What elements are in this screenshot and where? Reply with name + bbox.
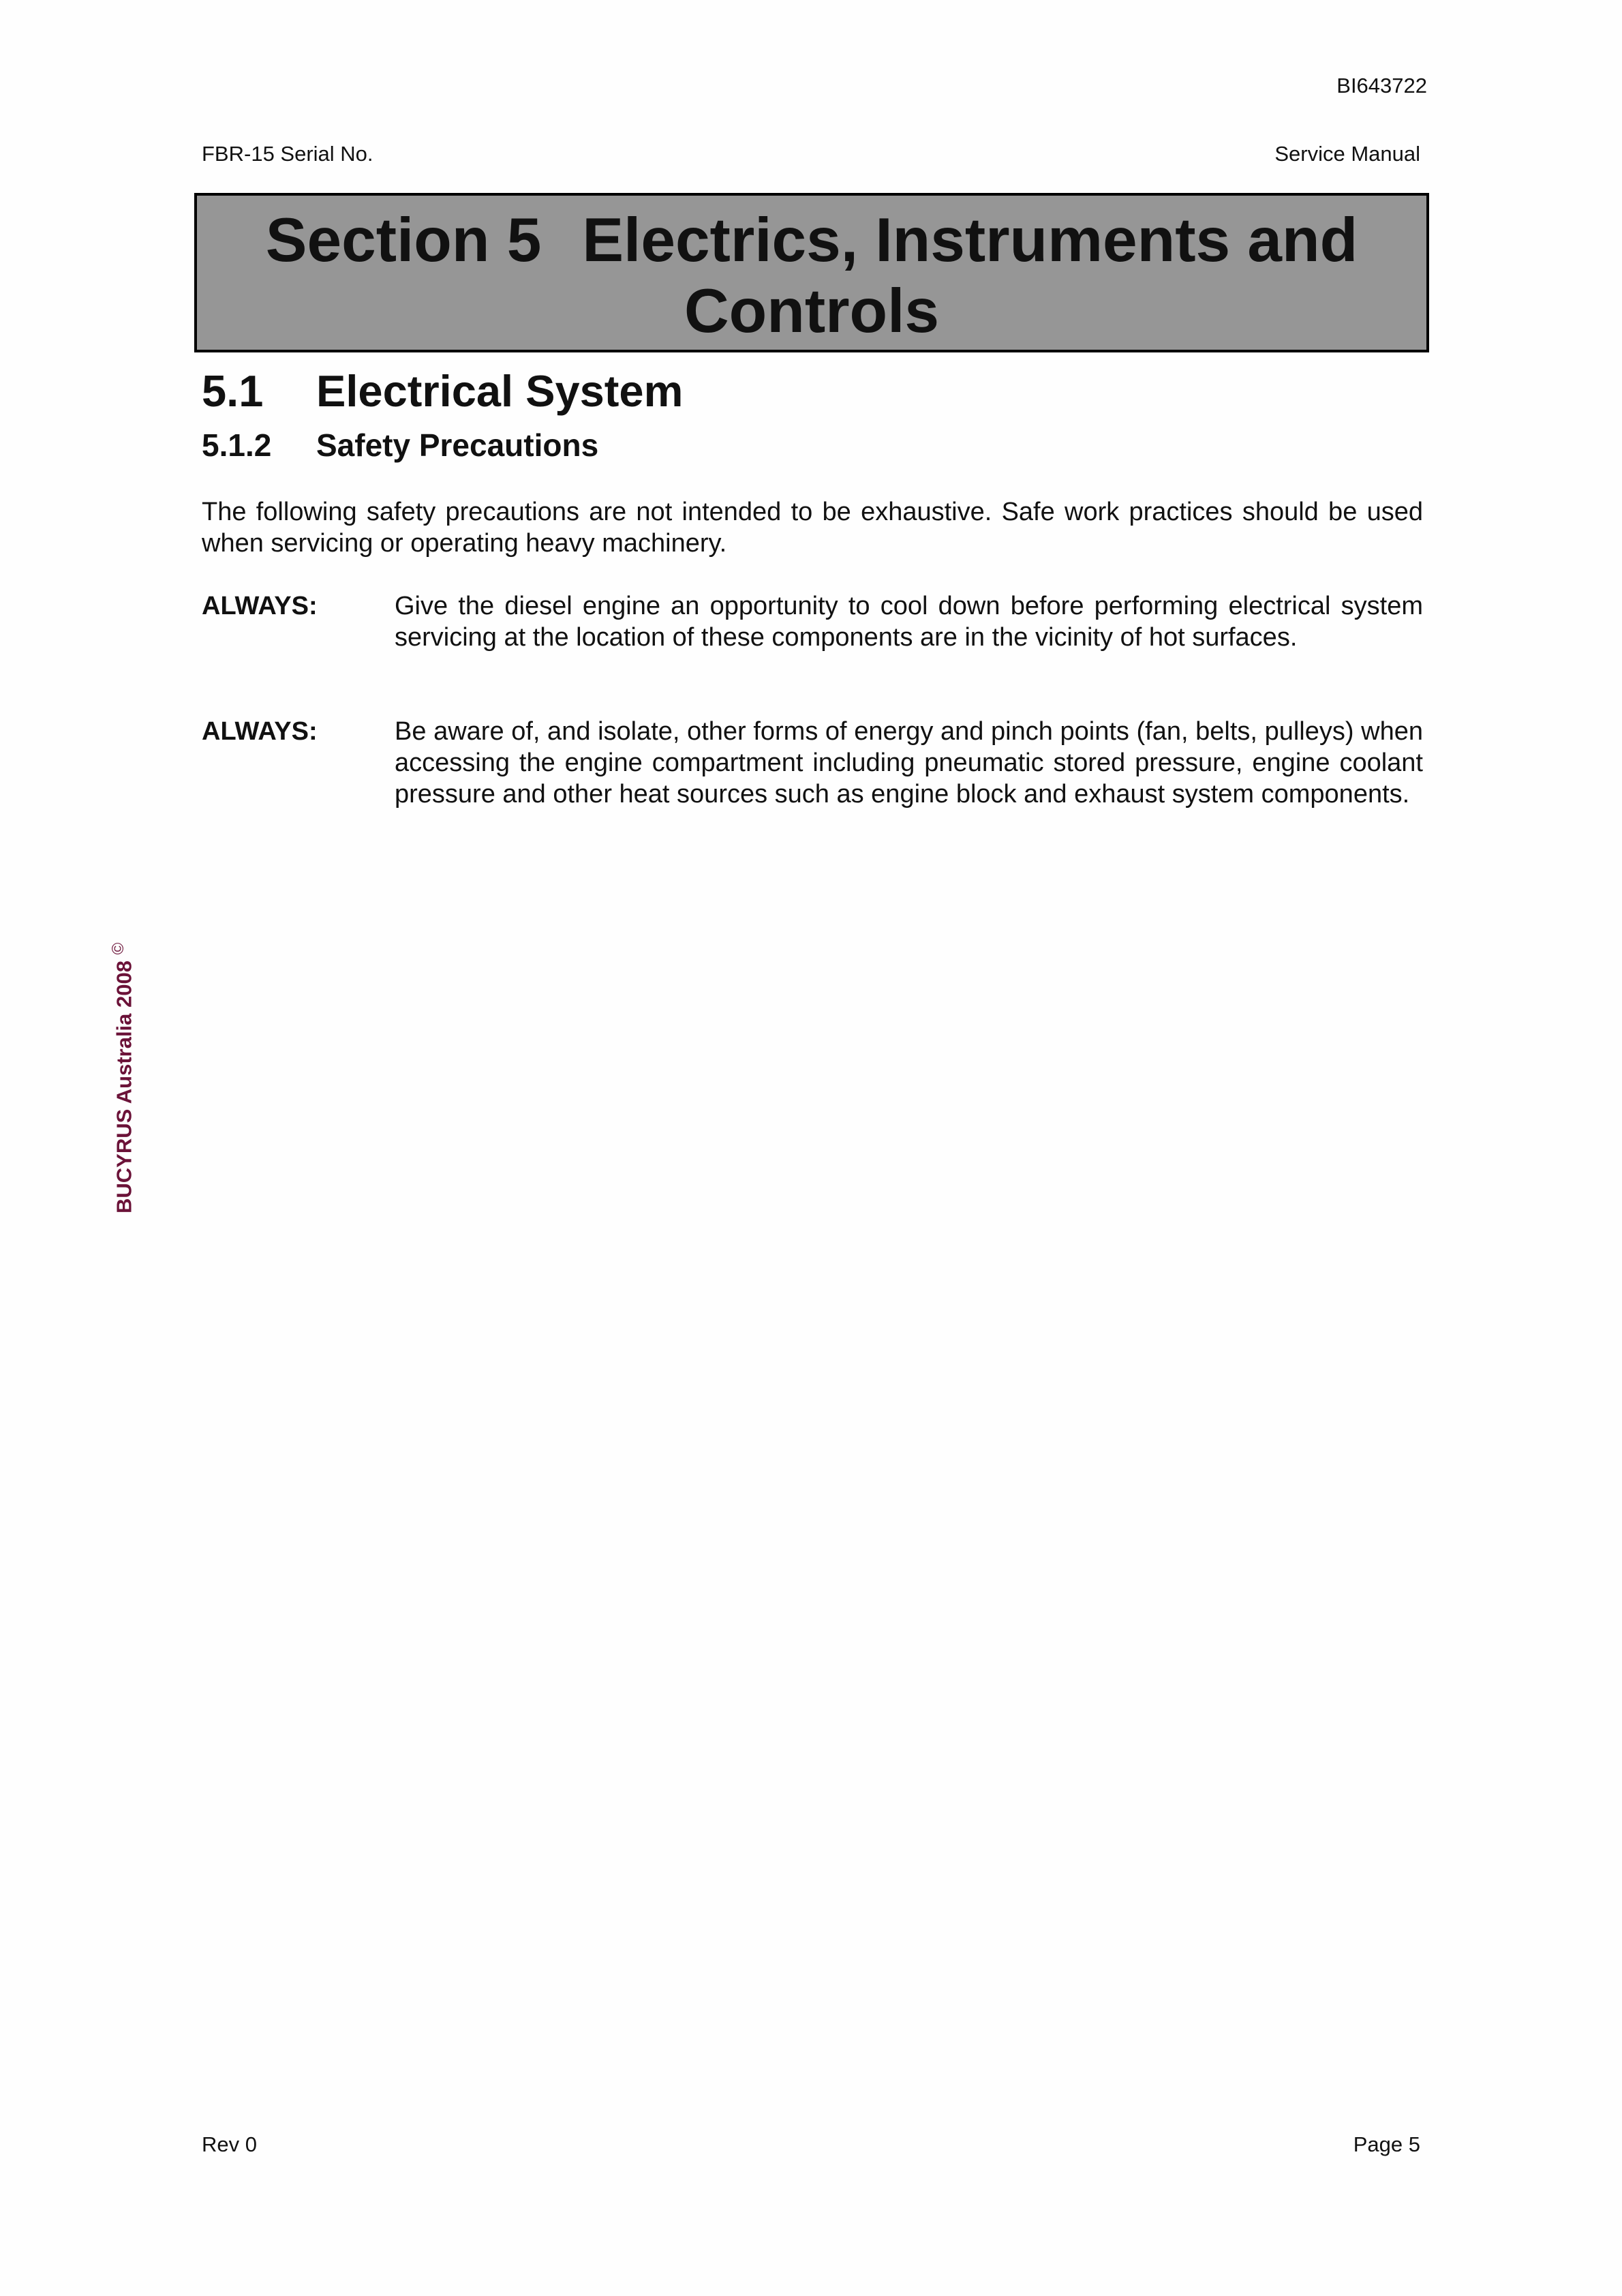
section-title-2: Controls [684, 277, 940, 346]
precaution-label: ALWAYS: [202, 717, 318, 746]
section-title-1: Electrics, Instruments and [582, 206, 1358, 275]
precaution-text: Give the diesel engine an opportunity to cool down before performing electrical system servicing at the location of these components are in the vicinity of hot surfaces. [395, 592, 1423, 652]
heading-1-number: 5.1 [202, 366, 264, 416]
heading-level-1 [202, 365, 683, 417]
header-model: FBR-15 Serial No. [202, 142, 373, 166]
copyright-text: BUCYRUS Australia 2008 [112, 961, 136, 1213]
heading-level-2 [202, 427, 598, 464]
banner-line-1 [197, 205, 1426, 276]
copyright-notice [109, 943, 136, 1213]
intro-paragraph: The following safety precautions are not intended to be exhaustive. Safe work practices should be used when servicing or operating heavy machinery. [202, 498, 1423, 558]
heading-2-title: Safety Precautions [316, 427, 599, 463]
document-id: BI643722 [1336, 74, 1427, 97]
footer-revision: Rev 0 [202, 2132, 257, 2156]
precaution-text: Be aware of, and isolate, other forms of energy and pinch points (fan, belts, pulleys) when accessing the engine compartment including pneumatic stored pressure, engine coolant pressure and other heat sources such as engine block and exhaust system components. [395, 717, 1423, 809]
precaution-item [202, 716, 1423, 810]
section-number: Section 5 [265, 206, 542, 275]
section-banner [194, 193, 1429, 352]
heading-1-title: Electrical System [316, 366, 684, 416]
heading-2-number: 5.1.2 [202, 427, 272, 463]
precaution-item [202, 590, 1423, 653]
precaution-label: ALWAYS: [202, 592, 318, 620]
footer-page-number: Page 5 [1353, 2132, 1420, 2156]
copyright-symbol: © [109, 942, 127, 955]
header-manual-type: Service Manual [1274, 142, 1420, 166]
